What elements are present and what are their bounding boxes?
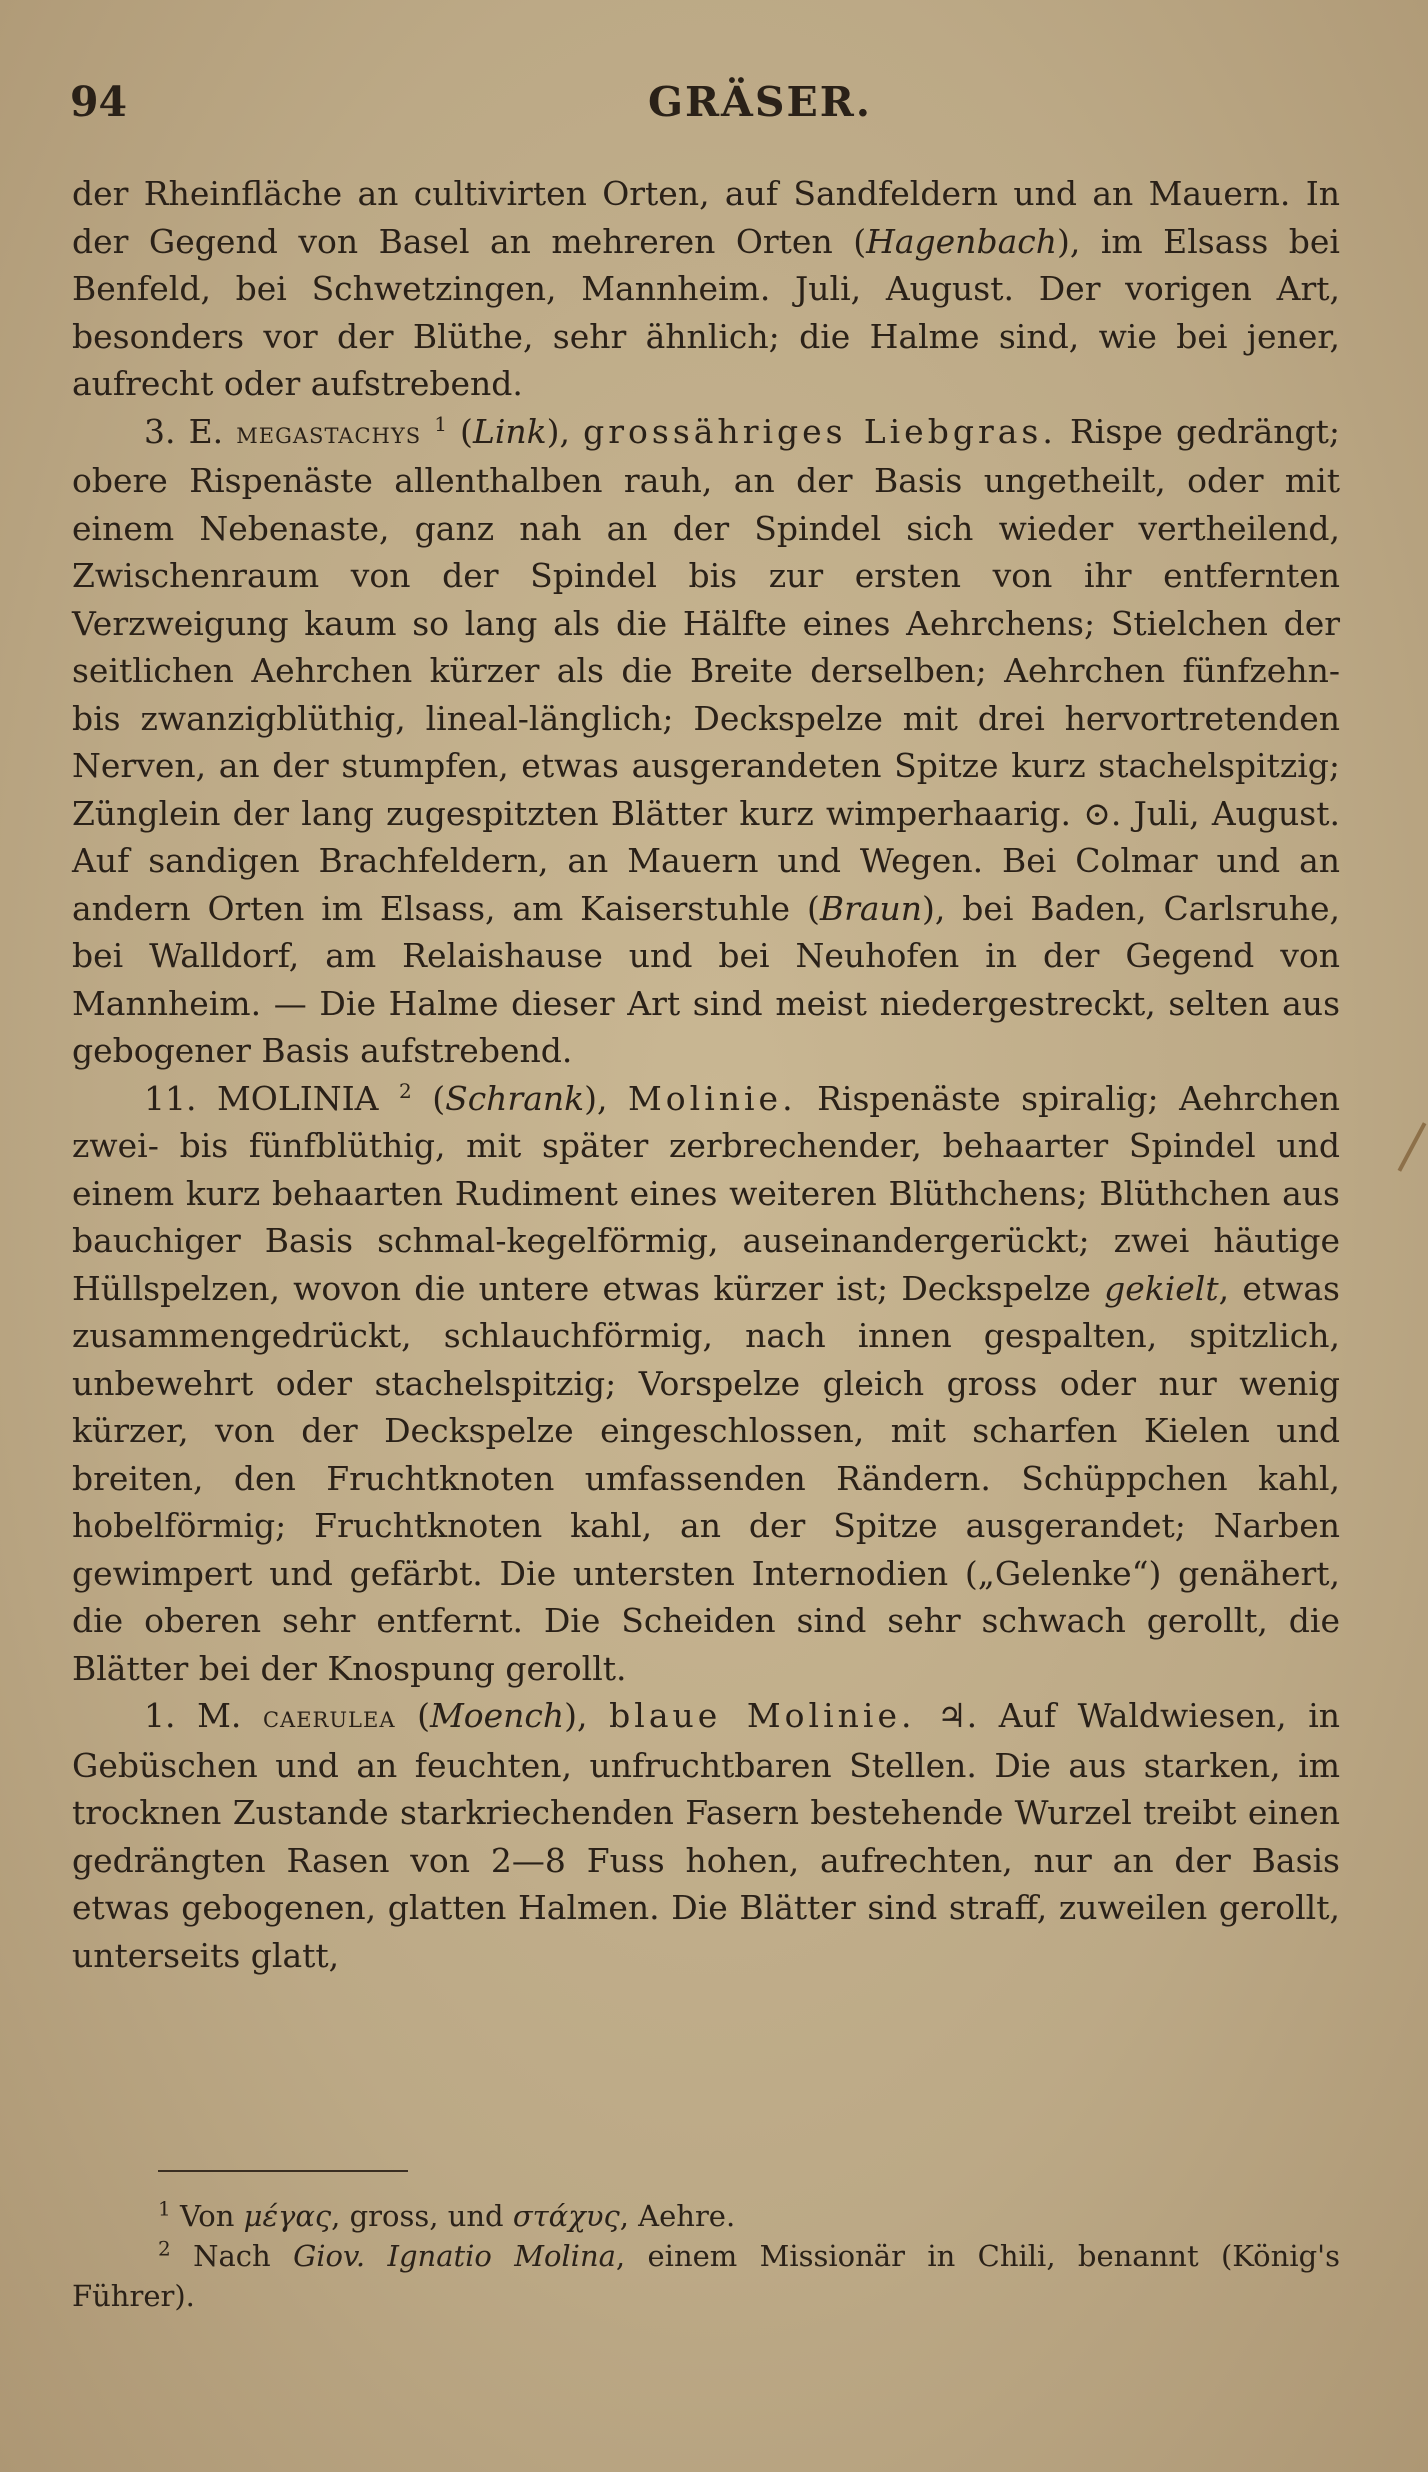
footnote-ref: 2 xyxy=(399,1078,412,1103)
genus-number: 11. xyxy=(144,1078,197,1118)
species-number: 1. M. xyxy=(144,1696,242,1735)
species-name: caerulea xyxy=(262,1700,396,1735)
species-description: ♃. Auf Waldwiesen, in Gebüschen und an feuchten, unfruchtbaren Stellen. Die aus starken, im trocknen Zustande starkriechenden Fasern bestehende Wurzel treibt einen gedrängten Rasen von 2—8 Fuss hohen, aufrechten, nur an der Basis etwas gebogenen, glatten Halmen. Die Blätter sind straff, zuweilen gerollt, unterseits glatt, xyxy=(72,1696,1340,1975)
common-name: Molinie. xyxy=(627,1078,797,1118)
footnote-ref: 1 xyxy=(434,411,447,436)
running-head: GRÄSER. xyxy=(647,78,873,126)
author-citation: Schrank xyxy=(445,1078,585,1118)
genus-entry-molinia: 11. MOLINIA $^2$ (Schrank), Molinie. Rispenäste spiralig; Aehrchen zwei- bis fünfblüthig, mit später zerbrechender, behaarter Spindel und einem kurz behaarten Rudiment eines weiteren Blüthchens; Blüthchen aus bauchiger Basis schmal-kegelförmig, auseinandergerückt; zwei häutige Hüllspelzen, wovon die untere etwas kürzer ist; Deckspelze gekielt, etwas zusammengedrückt, schlauchförmig, nach innen gespalten, spitzlich, unbewehrt oder stachelspitzig; Vorspelze gleich gross oder nur wenig kürzer, von der Deckspelze eingeschlossen, mit scharfen Kielen und breiten, den Fruchtknoten umfassenden Rändern. Schüppchen kahl, hobelförmig; Fruchtknoten kahl, an der Spitze ausgerandet; Narben gewimpert und gefärbt. Die untersten Internodien („Gelenke“) genähert, die oberen sehr entfernt. Die Scheiden sind sehr schwach gerollt, die Blätter bei der Knospung gerollt. xyxy=(72,1078,1340,1688)
species-number: 3. E. xyxy=(144,411,224,451)
species-entry-megastachys: 3. E. megastachys $^1$ (Link), grossähriges Liebgras. Rispe gedrängt; obere Rispenäste allenthalben rauh, an der Basis ungetheilt, oder mit einem Nebenaste, ganz nah an der Spindel sich wieder vertheilend, Zwischenraum von der Spindel bis zur ersten von ihr entfernten Verzweigung kaum so lang als die Hälfte eines Aehrchens; Stielchen der seitlichen Aehrchen kürzer als die Breite derselben; Aehrchen fünfzehn- bis zwanzigblüthig, lineal-länglich; Deckspelze mit drei hervortretenden Nerven, an der stumpfen, etwas ausgerandeten Spitze kurz stachelspitzig; Zünglein der lang zugespitzten Blätter kurz wimperhaarig. ⊙. Juli, August. Auf sandigen Brachfeldern, an Mauern und Wegen. Bei Colmar und an andern Orten im Elsass, am Kaiserstuhle (Braun), bei Baden, Carlsruhe, bei Walldorf, am Relaishause und bei Neuhofen in der Gegend von Mannheim. — Die Halme dieser Art sind meist niedergestreckt, selten aus gebogener Basis aufstrebend. xyxy=(72,411,1341,1070)
author-citation: Moench xyxy=(429,1696,565,1735)
author-citation: Link xyxy=(472,411,547,451)
greek-word: μέγας xyxy=(243,2199,332,2233)
author-citation: Hagenbach xyxy=(866,221,1057,261)
emphasis: gekielt xyxy=(1104,1268,1219,1308)
author-citation: Braun xyxy=(819,888,923,928)
footnote-1: $^1$ Von μέγας, gross, und στάχυς, Aehre. xyxy=(158,2196,736,2233)
paragraph-continuation: der Rheinfläche an cultivirten Orten, auf Sandfeldern und an Mauern. In der Gegend von Basel an mehreren Orten (Hagenbach), im Elsass bei Benfeld, bei Schwetzingen, Mannheim. Juli, August. Der vorigen Art, besonders vor der Blüthe, sehr ähnlich; die Halme sind, wie bei jener, aufrecht oder aufstrebend. xyxy=(72,174,1340,403)
common-name: grossähriges Liebgras. xyxy=(583,411,1057,451)
body-text xyxy=(72,170,1340,1979)
footnotes xyxy=(72,2196,1340,2316)
species-name: megastachys xyxy=(236,415,422,451)
margin-pencil-mark xyxy=(1398,1122,1427,1172)
page-number: 94 xyxy=(70,78,128,126)
species-entry-caerulea: 1. M. caerulea (Moench), blaue Molinie. ♃. Auf Waldwiesen, in Gebüschen und an feuchten, unfruchtbaren Stellen. Die aus starken, im trocknen Zustande starkriechenden Fasern bestehende Wurzel treibt einen gedrängten Rasen von 2—8 Fuss hohen, aufrechten, nur an der Basis etwas gebogenen, glatten Halmen. Die Blätter sind straff, zuweilen gerollt, unterseits glatt, xyxy=(72,1696,1340,1975)
footnote-divider xyxy=(158,2170,408,2172)
greek-word: στάχυς xyxy=(512,2199,620,2233)
common-name: blaue Molinie. xyxy=(609,1696,916,1735)
species-description: Rispe gedrängt; obere Rispenäste allenthalben rauh, an der Basis ungetheilt, oder mit einem Nebenaste, ganz nah an der Spindel sich wieder vertheilend, Zwischenraum von der Spindel bis zur ersten von ihr entfernten Verzweigung kaum so lang als die Hälfte eines Aehrchens; Stielchen der seitlichen Aehrchen kürzer als die Breite derselben; Aehrchen fünfzehn- bis zwanzigblüthig, lineal-länglich; Deckspelze mit drei hervortretenden Nerven, an der stumpfen, etwas ausgerandeten Spitze kurz stachelspitzig; Zünglein der lang zugespitzten Blätter kurz wimperhaarig. ⊙. Juli, August. Auf sandigen Brachfeldern, an Mauern und Wegen. Bei Colmar und an andern Orten im Elsass, am Kaiserstuhle ( xyxy=(72,411,1341,928)
footnote-2: $^2$ Nach Giov. Ignatio Molina, einem Missionär in Chili, benannt (König's Führer). xyxy=(72,2236,1341,2313)
person-name: Giov. Ignatio Molina xyxy=(293,2239,616,2273)
page-header xyxy=(70,78,1360,138)
genus-name: MOLINIA xyxy=(216,1078,379,1118)
